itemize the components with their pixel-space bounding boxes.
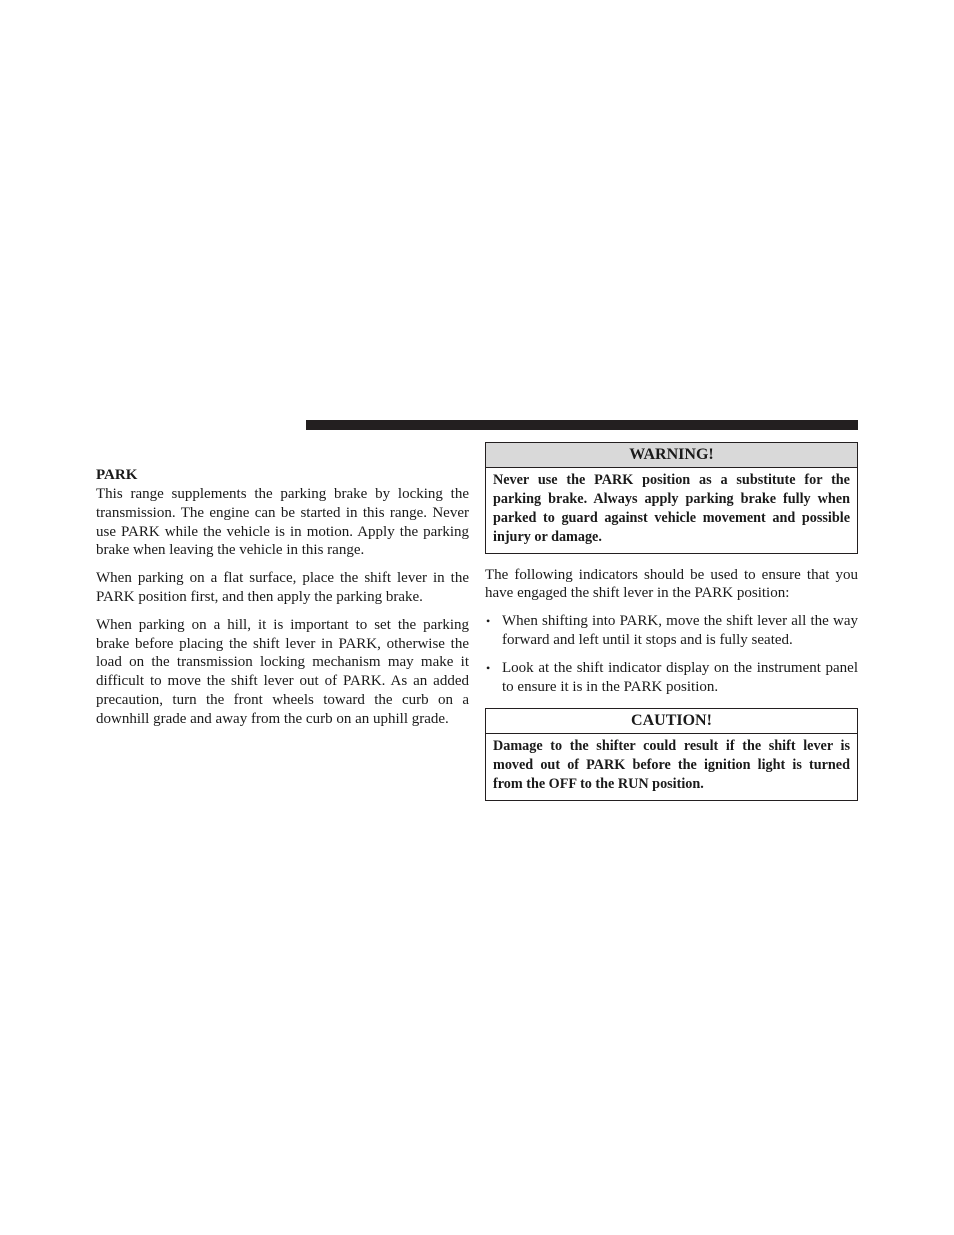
warning-box [485, 442, 858, 554]
header-bar [306, 420, 858, 430]
bullet-icon: • [486, 614, 491, 629]
park-paragraph-1: This range supplements the parking brake by locking the transmission. The engine can be started in this range. Never use PARK while the vehicle is in motion. Apply the parking brake when leaving the vehicle in this range. [96, 486, 469, 559]
caution-text: Damage to the shifter could result if the shift lever is moved out of PARK before the ignition light is turned from the OFF to the RUN position. [493, 738, 850, 793]
caution-title: CAUTION! [486, 709, 857, 734]
right-column [485, 442, 858, 801]
bullet-icon: • [486, 660, 491, 675]
list-item [485, 659, 858, 697]
section-heading-park: PARK [96, 467, 138, 483]
list-item-text: When shifting into PARK, move the shift lever all the way forward and left until it stops and is fully seated. [502, 613, 858, 649]
warning-title: WARNING! [486, 443, 857, 468]
caution-box [485, 708, 858, 801]
indicator-list [485, 612, 858, 696]
list-item-text: Look at the shift indicator display on the instrument panel to ensure it is in the PARK position. [502, 659, 858, 695]
park-paragraph-2: When parking on a flat surface, place the shift lever in the PARK position first, and then apply the parking brake. [96, 570, 469, 605]
warning-text: Never use the PARK position as a substitute for the parking brake. Always apply parking brake fully when parked to guard against vehicle movement and possible injury or damage. [493, 472, 850, 545]
indicators-intro: The following indicators should be used to ensure that you have engaged the shift lever in the PARK position: [485, 566, 858, 602]
park-paragraph-3: When parking on a hill, it is important to set the parking brake before placing the shift lever in PARK, otherwise the load on the transmission locking mechanism may make it difficult to move the shift lever out of PARK. As an added precaution, turn the front wheels toward the curb on a downhill grade and away from the curb on an uphill grade. [96, 616, 469, 727]
left-column [96, 466, 469, 738]
list-item [485, 612, 858, 650]
